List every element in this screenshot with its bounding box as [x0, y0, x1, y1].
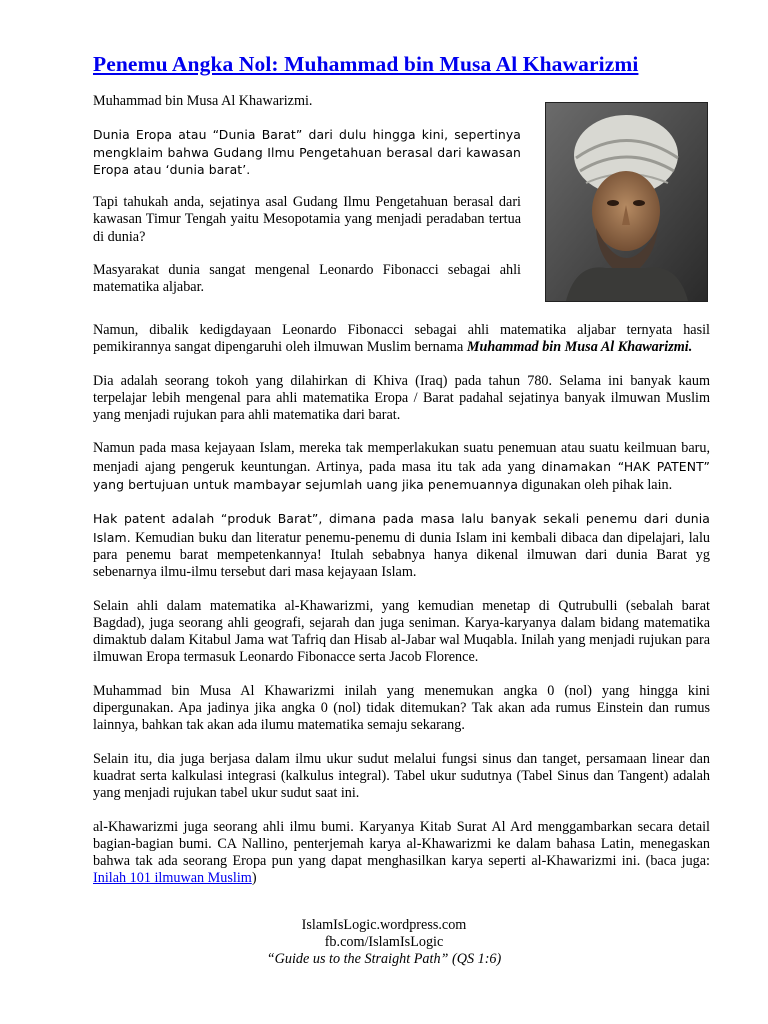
- paragraph-7-part1: Namun pada masa kejayaan Islam, mereka tak memperlakukan suatu penemuan atau suatu keilmuan baru, menjadi ajang pengeruk keuntungan. Artinya, pada masa itu tak ada yang: [93, 440, 710, 475]
- intro-column: [93, 93, 521, 313]
- scholar-portrait-icon: [546, 103, 707, 301]
- footer-quote: “Guide us to the Straight Path”: [266, 951, 449, 967]
- intro-paragraph-3: Tapi tahukah anda, sejatinya asal Gudang Ilmu Pengetahuan berasal dari kawasan Timur Tengah yaitu Mesopotamia yang menjadi peradaban tertua di dunia?: [93, 194, 521, 245]
- paragraph-8-part2: Kemudian buku dan literatur penemu-penemu di dunia Islam ini kembali dibaca dan dipelajari, lalu para penemu barat mempetenkannya! Itulah sebabnya hanya dikenal ilmuwan dari dunia Barat yg sebenarnya ilmu-ilmu tersebut dari masa kejayaan Islam.: [93, 529, 710, 581]
- related-article-link[interactable]: Inilah 101 ilmuwan Muslim: [93, 870, 252, 887]
- paragraph-9: Selain ahli dalam matematika al-Khawarizmi, yang kemudian menetap di Qutrubulli (sebalah barat Bagdad), juga seorang ahli geografi, sejarah dan juga seniman. Karya-karyanya dalam bidang matematika dimaktub dalam Kitabul Jama wat Tafriq dan Hisab al-Jabar wal Muqabla. Inilah yang menjadi rujukan para ilmuwan Eropa termasuk Leonardo Fibonacce serta Jacob Florence.: [93, 597, 710, 666]
- footer-website: IslamIsLogic.wordpress.com: [301, 917, 467, 933]
- paragraph-11: Selain itu, dia juga berjasa dalam ilmu ukur sudut melalui fungsi sinus dan tanget, persamaan linear dan kuadrat serta kalkulasi integrasi (kalkulus integral). Tabel ukur sudutnya (Tabel Sinus dan Tangent) adalah yang menjadi rujukan tabel ukur sudut saat ini.: [93, 750, 710, 802]
- paragraph-7-part2: dinamakan “HAK PATENT” yang bertujuan untuk mambayar sejumlah uang jika penemuannya: [93, 458, 710, 493]
- paragraph-8-part1: Hak patent adalah “produk Barat”, dimana pada masa lalu banyak sekali penemu dari dunia Islam.: [93, 511, 710, 545]
- footer-quote-ref: (QS 1:6): [448, 951, 502, 967]
- paragraph-12: [93, 819, 710, 888]
- intro-paragraph-2: Dunia Eropa atau “Dunia Barat” dari dulu hingga kini, sepertinya mengklaim bahwa Gudang Ilmu Pengetahuan berasal dari kawasan Eropa atau ‘dunia barat’.: [93, 127, 521, 177]
- portrait-image: [545, 102, 708, 302]
- paragraph-12-text: al-Khawarizmi juga seorang ahli ilmu bumi. Karyanya Kitab Surat Al Ard menggambarkan secara detail bagian-bagian bumi. CA Nallino, penterjemah karya al-Khawarizmi ke dalam bahasa Latin, menegaskan bahwa tak ada seorang Eropa pun yang dapat menghasilkan karya seperti al-Khawarizmi ini. (baca juga:: [93, 818, 710, 870]
- paragraph-5: [93, 322, 710, 357]
- page-title[interactable]: Penemu Angka Nol: Muhammad bin Musa Al Khawarizmi: [93, 52, 639, 76]
- paragraph-5-text: Namun, dibalik kedigdayaan Leonardo Fibonacci sebagai ahli matematika aljabar ternyata hasil pemikirannya sangat dipengaruhi oleh ilmuwan Muslim bernama: [93, 322, 710, 356]
- paragraph-6: Dia adalah seorang tokoh yang dilahirkan di Khiva (Iraq) pada tahun 780. Selama ini banyak kaum terpelajar lebih mengenal para ahli matematika Eropa / Barat padahal sejatinya banyak ilmuwan Muslim yang menjadi rujukan para ahli matematika dari barat.: [93, 372, 710, 424]
- footer-quote-line: [0, 951, 768, 968]
- article-body: [93, 322, 710, 904]
- paragraph-12-close: ): [251, 870, 257, 887]
- intro-paragraph-1: Muhammad bin Musa Al Khawarizmi.: [93, 93, 313, 109]
- scholar-name-emphasis: Muhammad bin Musa Al Khawarizmi.: [466, 339, 693, 356]
- intro-paragraph-4: Masyarakat dunia sangat mengenal Leonardo Fibonacci sebagai ahli matematika aljabar.: [93, 262, 521, 296]
- paragraph-8: [93, 510, 710, 581]
- paragraph-10: Muhammad bin Musa Al Khawarizmi inilah yang menemukan angka 0 (nol) yang hingga kini dipergunakan. Apa jadinya jika angka 0 (nol) tidak ditemukan? Tak akan ada rumus Einstein dan rumus lainnya, bahkan tak akan ada ilumu matematika semaju sekarang.: [93, 682, 710, 734]
- paragraph-7: [93, 440, 710, 494]
- paragraph-7-part3: digunakan oleh pihak lain.: [518, 477, 673, 494]
- footer: [0, 917, 768, 968]
- footer-facebook: fb.com/IslamIsLogic: [324, 934, 444, 950]
